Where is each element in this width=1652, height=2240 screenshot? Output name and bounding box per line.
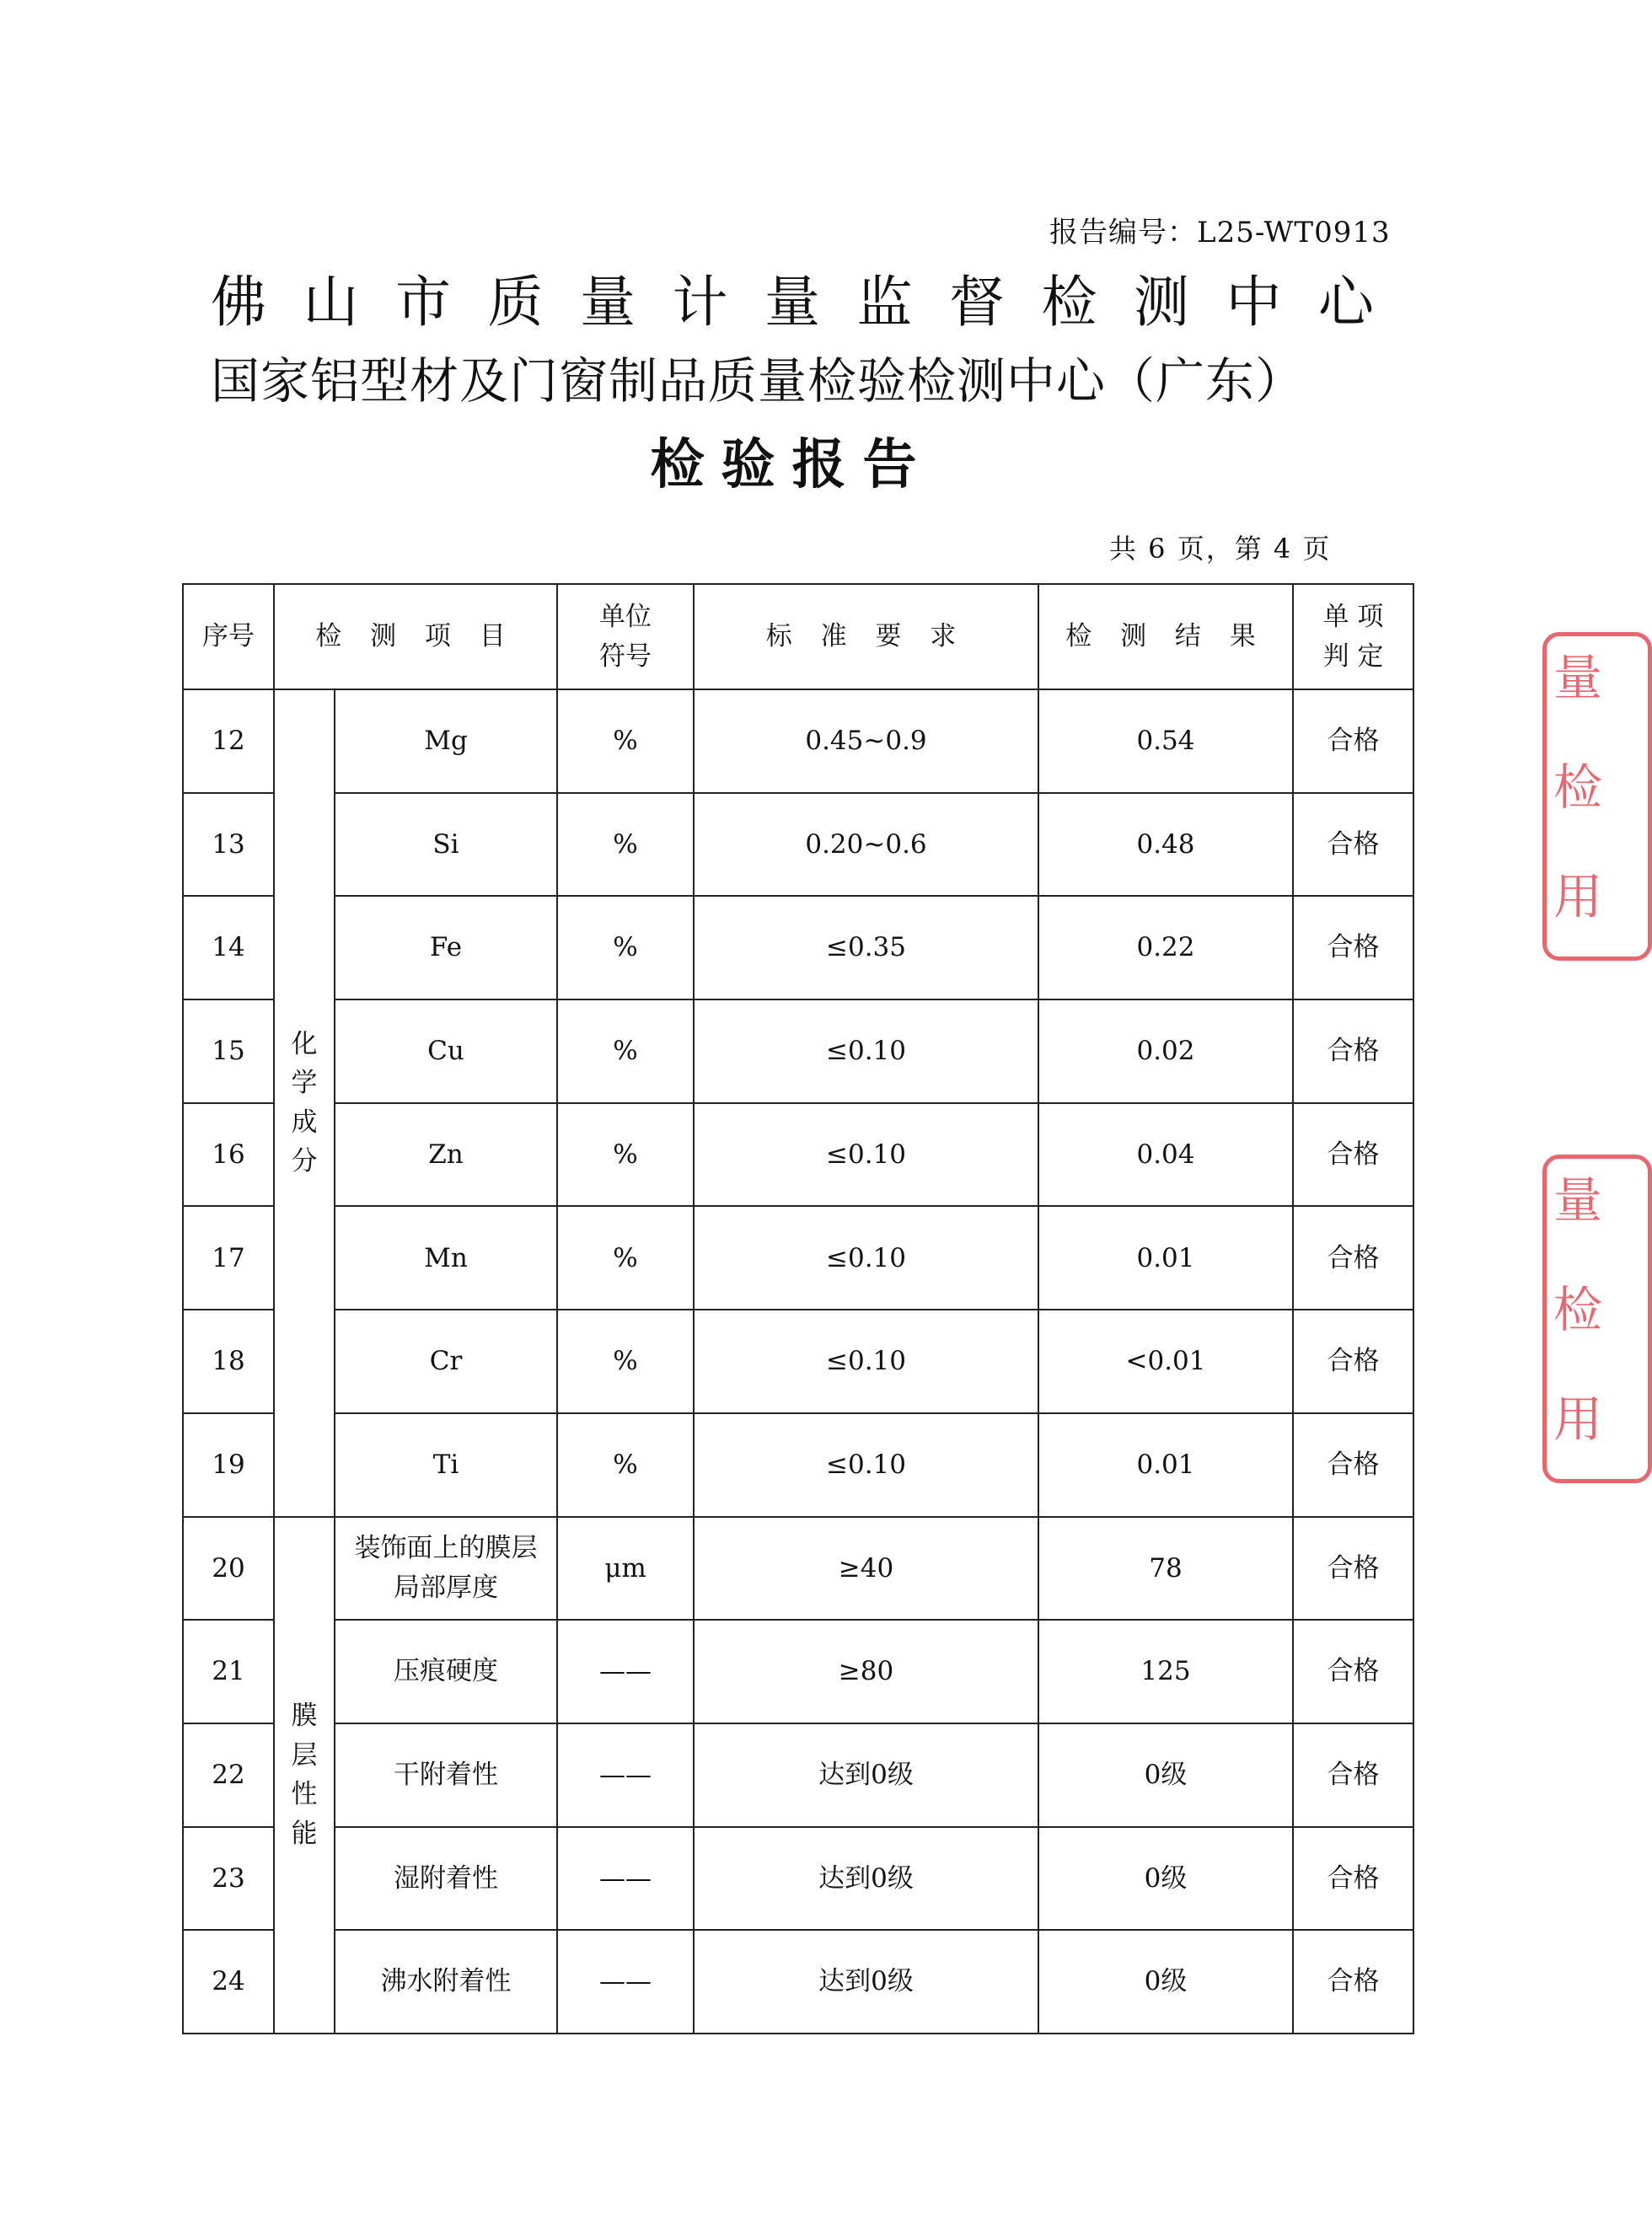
row-result: 78 <box>1038 1517 1293 1621</box>
row-no: 20 <box>183 1517 274 1621</box>
group-char: 学 <box>291 1068 318 1099</box>
row-unit: —— <box>557 1620 694 1723</box>
row-result: 0级 <box>1038 1930 1293 2034</box>
row-unit: —— <box>557 1723 694 1827</box>
row-unit: % <box>557 896 694 999</box>
header-unit-line1: 单位 <box>599 602 652 632</box>
org-name-line2: 国家铝型材及门窗制品质量检验检测中心（广东） <box>211 352 1306 410</box>
org-char: 质 <box>487 270 544 335</box>
row-result: 0.01 <box>1038 1413 1293 1517</box>
org-char: 检 <box>1041 270 1097 335</box>
org-char: 量 <box>764 270 820 335</box>
row-standard: 达到0级 <box>694 1723 1038 1827</box>
row-item <box>335 1517 557 1621</box>
row-judge: 合格 <box>1293 896 1413 999</box>
row-result: 0.02 <box>1038 999 1293 1103</box>
row-no: 24 <box>183 1930 274 2034</box>
row-result: 125 <box>1038 1620 1293 1723</box>
header-item: 检 测 项 目 <box>274 584 557 689</box>
row-result: <0.01 <box>1038 1310 1293 1413</box>
table-row <box>183 1206 1413 1310</box>
row-standard: 0.20~0.6 <box>694 793 1038 897</box>
org-char: 督 <box>949 270 1005 335</box>
row-item-line1: 装饰面上的膜层 <box>354 1533 538 1564</box>
table-row <box>183 999 1413 1103</box>
seal-stamp-fragment <box>1542 632 1652 961</box>
group-char: 膜 <box>291 1701 318 1732</box>
row-standard: ≤0.10 <box>694 1103 1038 1207</box>
row-unit: μm <box>557 1517 694 1621</box>
row-result: 0.01 <box>1038 1206 1293 1310</box>
row-no: 14 <box>183 896 274 999</box>
org-name-line1 <box>211 257 1374 337</box>
header-result: 检 测 结 果 <box>1038 584 1293 689</box>
row-judge: 合格 <box>1293 689 1413 793</box>
row-unit: % <box>557 689 694 793</box>
row-judge: 合格 <box>1293 1620 1413 1723</box>
row-item: Mg <box>335 689 557 793</box>
table-header-row <box>183 584 1413 689</box>
row-no: 17 <box>183 1206 274 1310</box>
row-standard: 达到0级 <box>694 1930 1038 2034</box>
header-seq: 序号 <box>183 584 274 689</box>
row-item: 压痕硬度 <box>335 1620 557 1723</box>
row-judge: 合格 <box>1293 1206 1413 1310</box>
stamp-char: 量 <box>1553 1171 1603 1229</box>
row-no: 19 <box>183 1413 274 1517</box>
org-char: 监 <box>856 270 913 335</box>
table-row <box>183 793 1413 897</box>
table-row <box>183 1103 1413 1207</box>
group-char: 化 <box>291 1028 318 1059</box>
row-item: Cu <box>335 999 557 1103</box>
row-unit: % <box>557 999 694 1103</box>
org-char: 市 <box>395 270 451 335</box>
row-standard: ≤0.10 <box>694 1206 1038 1310</box>
header-unit <box>557 584 694 689</box>
org-char: 心 <box>1318 270 1374 335</box>
org-char: 中 <box>1226 270 1282 335</box>
stamp-char: 用 <box>1553 868 1603 925</box>
header-standard: 标 准 要 求 <box>694 584 1038 689</box>
org-char: 计 <box>672 270 728 335</box>
table-row <box>183 1723 1413 1827</box>
row-unit: % <box>557 1103 694 1207</box>
stamp-char: 用 <box>1553 1391 1603 1448</box>
org-char: 测 <box>1134 270 1189 335</box>
stamp-char: 检 <box>1553 1281 1603 1338</box>
row-standard: ≤0.35 <box>694 896 1038 999</box>
row-item: 干附着性 <box>335 1723 557 1827</box>
table-row <box>183 1310 1413 1413</box>
row-no: 23 <box>183 1827 274 1931</box>
row-result: 0级 <box>1038 1827 1293 1931</box>
stamp-char: 检 <box>1553 758 1603 816</box>
row-unit: —— <box>557 1930 694 2034</box>
row-unit: % <box>557 1413 694 1517</box>
table-row <box>183 689 1413 793</box>
group-char: 分 <box>291 1146 318 1177</box>
row-no: 16 <box>183 1103 274 1207</box>
row-judge: 合格 <box>1293 1310 1413 1413</box>
row-standard: ≤0.10 <box>694 1310 1038 1413</box>
table-row <box>183 1517 1413 1621</box>
row-standard: ≥80 <box>694 1620 1038 1723</box>
row-judge: 合格 <box>1293 1103 1413 1207</box>
row-standard: 0.45~0.9 <box>694 689 1038 793</box>
row-standard: ≥40 <box>694 1517 1038 1621</box>
row-result: 0.22 <box>1038 896 1293 999</box>
header-judge-line1: 单 项 <box>1322 602 1384 632</box>
row-item: Fe <box>335 896 557 999</box>
org-char: 量 <box>580 270 636 335</box>
table-row <box>183 1620 1413 1723</box>
group-char: 成 <box>291 1107 318 1138</box>
row-unit: % <box>557 793 694 897</box>
table-row <box>183 1827 1413 1931</box>
table-row <box>183 1930 1413 2034</box>
seal-stamp-fragment <box>1542 1155 1652 1483</box>
row-item: Si <box>335 793 557 897</box>
row-standard: 达到0级 <box>694 1827 1038 1931</box>
row-item: Zn <box>335 1103 557 1207</box>
stamp-char: 量 <box>1553 649 1603 706</box>
row-judge: 合格 <box>1293 1413 1413 1517</box>
org-char: 山 <box>303 270 359 335</box>
group-char: 层 <box>291 1739 318 1771</box>
header-judge-line2: 判 定 <box>1322 640 1384 672</box>
row-item: Cr <box>335 1310 557 1413</box>
row-unit: % <box>557 1310 694 1413</box>
row-standard: ≤0.10 <box>694 999 1038 1103</box>
page-indicator: 共 6 页，第 4 页 <box>1109 533 1332 565</box>
org-char: 佛 <box>211 270 266 335</box>
row-item: 湿附着性 <box>335 1827 557 1931</box>
group-char: 性 <box>291 1779 318 1810</box>
document-title: 检验报告 <box>650 433 934 496</box>
header-unit-line2: 符号 <box>599 640 652 672</box>
row-item: Ti <box>335 1413 557 1517</box>
row-judge: 合格 <box>1293 999 1413 1103</box>
row-judge: 合格 <box>1293 1723 1413 1827</box>
table-row <box>183 896 1413 999</box>
report-number: 报告编号：L25-WT0913 <box>1049 216 1391 249</box>
row-no: 13 <box>183 793 274 897</box>
row-item: Mn <box>335 1206 557 1310</box>
header-judge <box>1293 584 1413 689</box>
row-judge: 合格 <box>1293 1930 1413 2034</box>
group-film-performance <box>274 1517 335 2034</box>
row-result: 0级 <box>1038 1723 1293 1827</box>
row-result: 0.48 <box>1038 793 1293 897</box>
group-chemical-composition <box>274 689 335 1517</box>
row-judge: 合格 <box>1293 793 1413 897</box>
row-item: 沸水附着性 <box>335 1930 557 2034</box>
row-unit: —— <box>557 1827 694 1931</box>
row-no: 18 <box>183 1310 274 1413</box>
row-item-line2: 局部厚度 <box>394 1572 498 1603</box>
inspection-table <box>182 583 1414 2034</box>
table-row <box>183 1413 1413 1517</box>
row-judge: 合格 <box>1293 1517 1413 1621</box>
row-no: 12 <box>183 689 274 793</box>
row-unit: % <box>557 1206 694 1310</box>
row-judge: 合格 <box>1293 1827 1413 1931</box>
row-result: 0.04 <box>1038 1103 1293 1207</box>
group-char: 能 <box>291 1818 318 1849</box>
row-no: 22 <box>183 1723 274 1827</box>
row-no: 15 <box>183 999 274 1103</box>
row-no: 21 <box>183 1620 274 1723</box>
row-result: 0.54 <box>1038 689 1293 793</box>
row-standard: ≤0.10 <box>694 1413 1038 1517</box>
